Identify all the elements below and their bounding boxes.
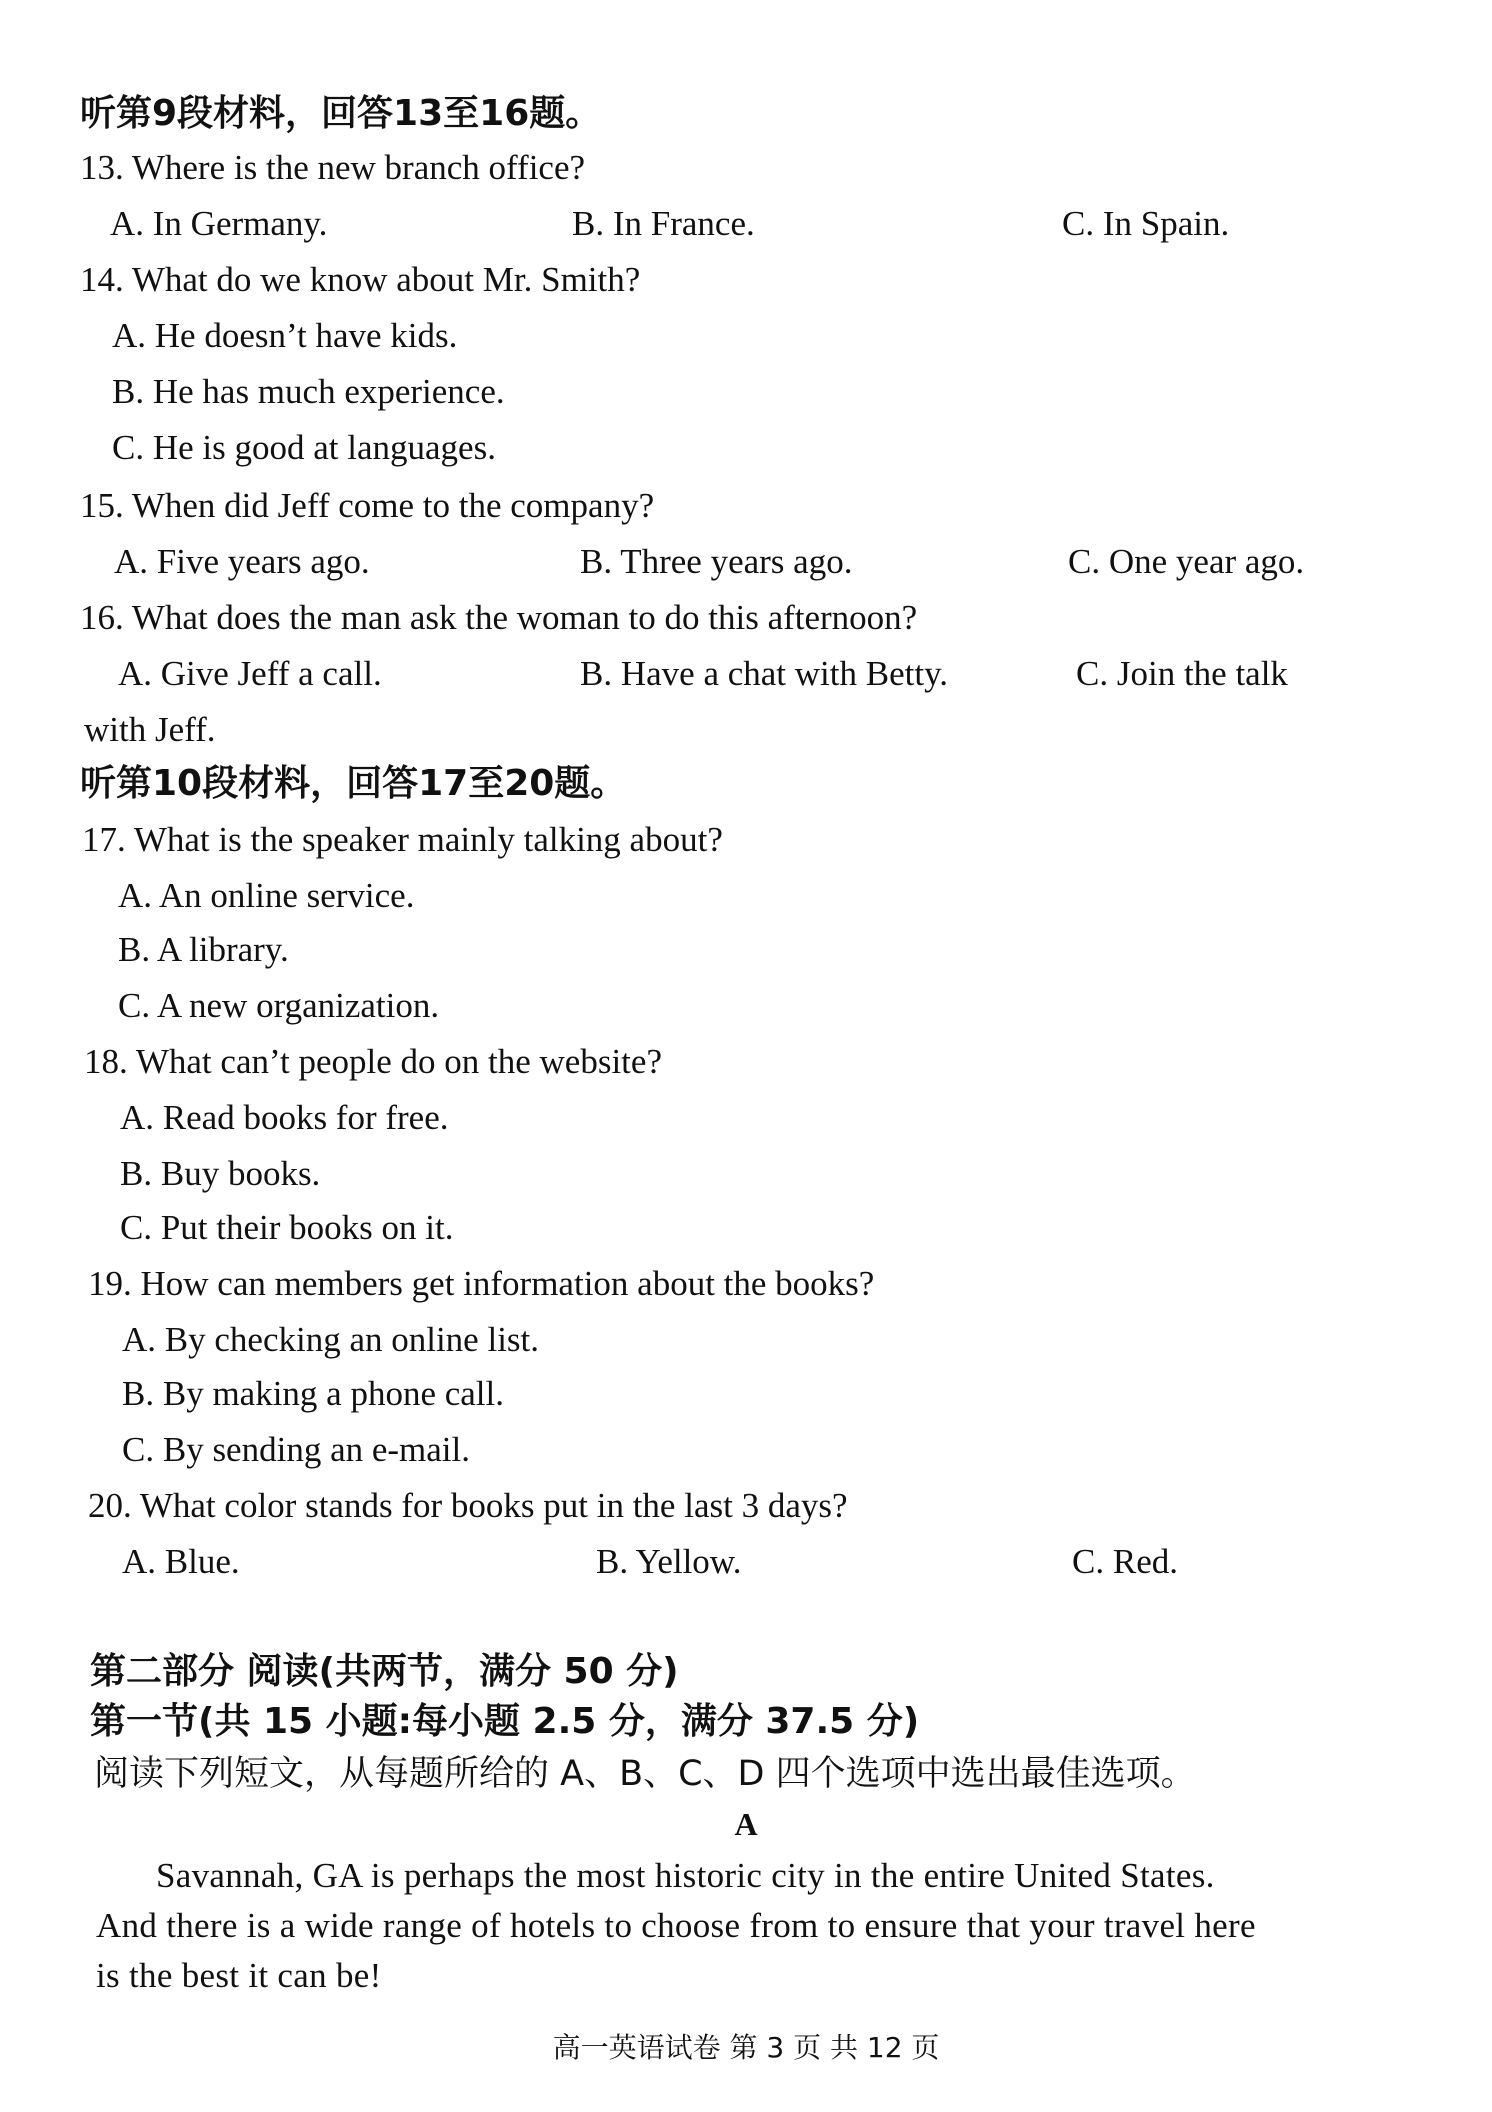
q14-option-b: B. He has much experience. <box>112 372 505 411</box>
q16-option-c: C. Join the talk <box>1076 654 1288 693</box>
question-16: 16. What does the man ask the woman to do this afternoon? <box>80 598 918 637</box>
question-18: 18. What can’t people do on the website? <box>84 1042 662 1081</box>
reading-instruction: 阅读下列短文，从每题所给的 A、B、C、D 四个选项中选出最佳选项。 <box>94 1754 1196 1794</box>
q13-option-a: A. In Germany. <box>110 204 328 243</box>
q19-option-a: A. By checking an online list. <box>122 1320 540 1359</box>
passage-label: A <box>734 1806 758 1842</box>
question-17: 17. What is the speaker mainly talking about? <box>82 820 723 859</box>
q16-option-a: A. Give Jeff a call. <box>118 654 382 693</box>
q19-option-c: C. By sending an e-mail. <box>122 1430 471 1469</box>
page-footer: 高一英语试卷 第 3 页 共 12 页 <box>552 2031 940 2064</box>
q14-option-a: A. He doesn’t have kids. <box>112 316 458 355</box>
q15-option-a: A. Five years ago. <box>114 542 370 581</box>
q17-option-a: A. An online service. <box>118 876 415 915</box>
q17-option-c: C. A new organization. <box>118 986 440 1025</box>
q15-option-b: B. Three years ago. <box>580 542 853 581</box>
q18-option-a: A. Read books for free. <box>120 1098 449 1137</box>
q18-option-c: C. Put their books on it. <box>120 1208 454 1247</box>
part-2-title: 第二部分 阅读(共两节，满分 50 分) <box>90 1651 679 1692</box>
q15-option-c: C. One year ago. <box>1068 542 1305 581</box>
question-20: 20. What color stands for books put in the last 3 days? <box>88 1486 848 1525</box>
passage-line-3: is the best it can be! <box>96 1956 382 1995</box>
question-14: 14. What do we know about Mr. Smith? <box>80 260 641 299</box>
q17-option-b: B. A library. <box>118 930 289 969</box>
question-13: 13. Where is the new branch office? <box>80 148 586 187</box>
passage-line-2: And there is a wide range of hotels to choose from to ensure that your travel here <box>96 1906 1256 1945</box>
passage-line-1: Savannah, GA is perhaps the most historic city in the entire United States. <box>156 1856 1215 1895</box>
question-15: 15. When did Jeff come to the company? <box>80 486 655 525</box>
q20-option-a: A. Blue. <box>122 1542 240 1581</box>
heading-section-10: 听第10段材料，回答17至20题。 <box>80 763 627 804</box>
q16-option-c-continued: with Jeff. <box>84 710 216 749</box>
q16-option-b: B. Have a chat with Betty. <box>580 654 949 693</box>
q20-option-c: C. Red. <box>1072 1542 1178 1581</box>
q14-option-c: C. He is good at languages. <box>112 428 496 467</box>
q20-option-b: B. Yellow. <box>596 1542 742 1581</box>
section-1-title: 第一节(共 15 小题:每小题 2.5 分，满分 37.5 分) <box>90 1701 920 1742</box>
q18-option-b: B. Buy books. <box>120 1154 321 1193</box>
q13-option-b: B. In France. <box>572 204 755 243</box>
heading-section-9: 听第9段材料，回答13至16题。 <box>80 93 602 134</box>
q13-option-c: C. In Spain. <box>1062 204 1230 243</box>
question-19: 19. How can members get information about the books? <box>88 1264 875 1303</box>
q19-option-b: B. By making a phone call. <box>122 1374 505 1413</box>
